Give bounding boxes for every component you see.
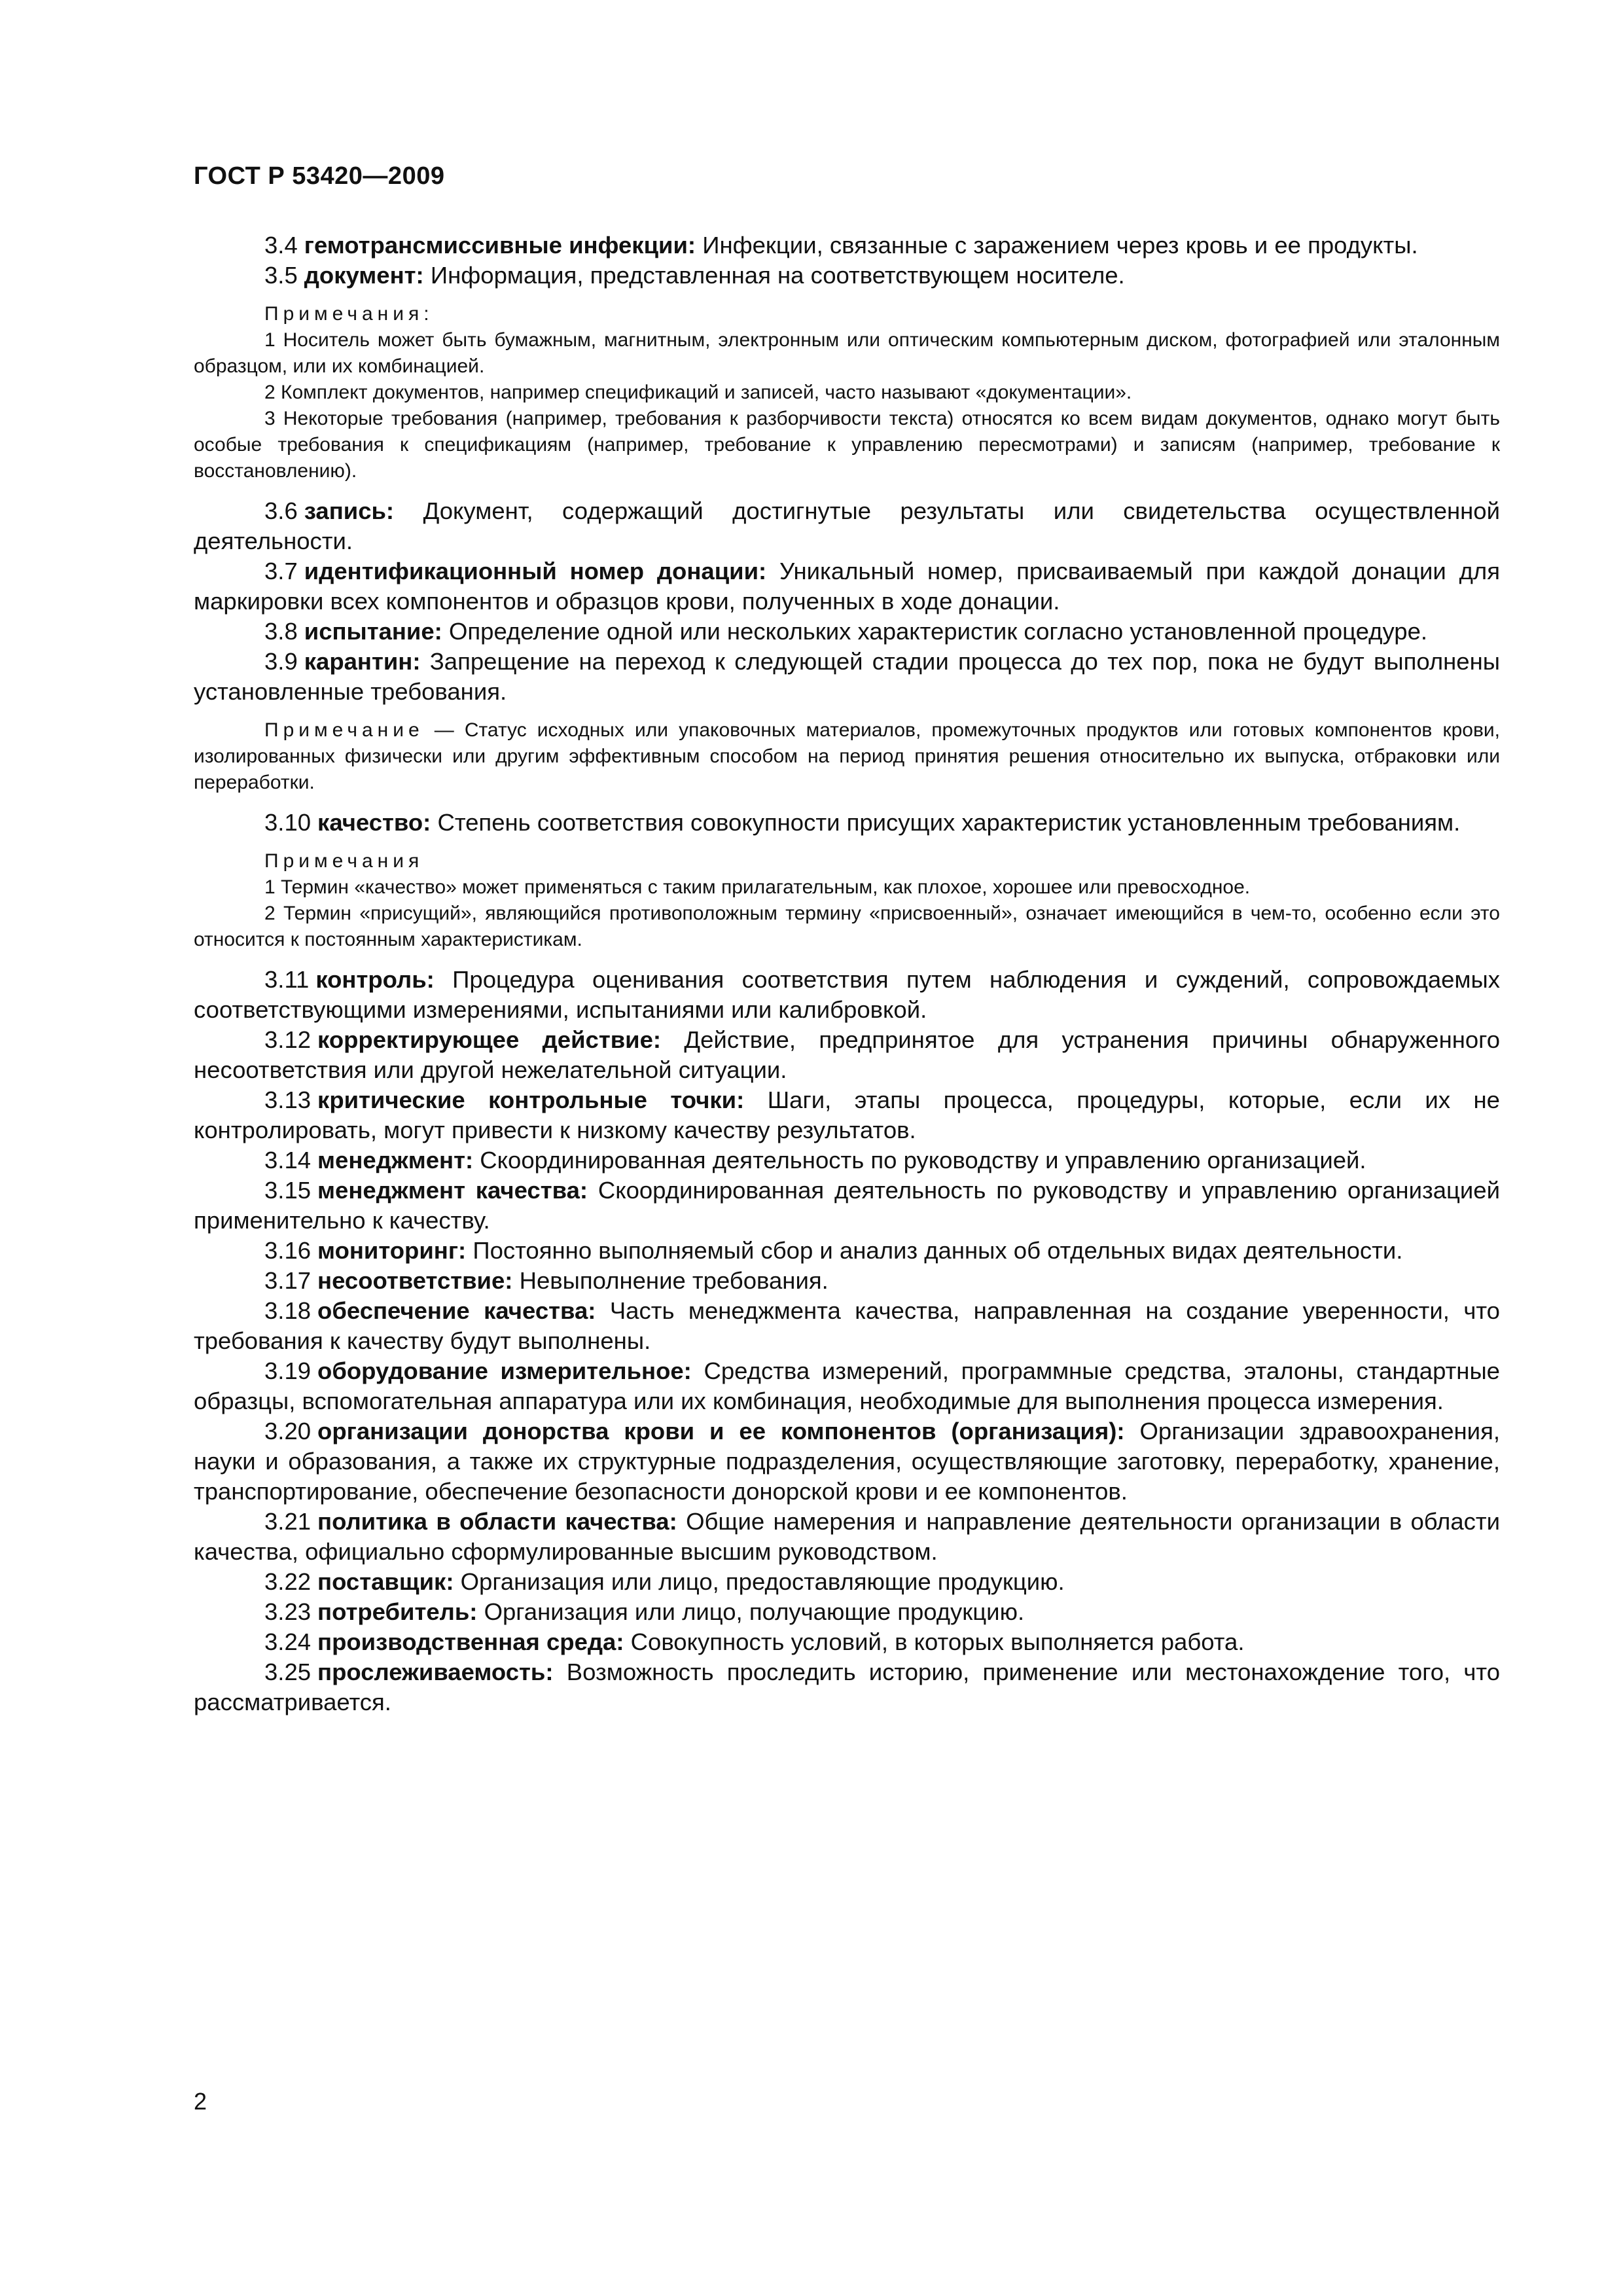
entry-definition: Действие, предпринятое для устранения причины обнаруженного несоответствия или другой нежелательной ситуации. xyxy=(194,1026,1500,1083)
entry-number: 3.23 xyxy=(264,1598,312,1625)
entry-number: 3.18 xyxy=(264,1297,312,1324)
definition-entry xyxy=(194,260,1500,291)
entry-term: документ: xyxy=(304,262,424,289)
definition-entry xyxy=(194,1356,1500,1416)
definition-entry xyxy=(194,617,1500,647)
definition-entry xyxy=(194,230,1500,260)
entry-number: 3.10 xyxy=(264,809,312,836)
entry-term: прослеживаемость: xyxy=(317,1659,554,1685)
document-page xyxy=(194,0,1500,2296)
note-label: Примечание xyxy=(264,719,424,741)
entry-number: 3.5 xyxy=(264,262,298,289)
definition-entry xyxy=(194,1657,1500,1717)
entry-term: производственная среда: xyxy=(317,1628,624,1655)
entry-definition: Возможность проследить историю, применение или местонахождение того, что рассматривается. xyxy=(194,1659,1500,1715)
entry-number: 3.15 xyxy=(264,1177,312,1204)
entry-number: 3.16 xyxy=(264,1237,312,1264)
entry-definition: Инфекции, связанные с заражением через кровь и ее продукты. xyxy=(702,232,1418,259)
definition-entry xyxy=(194,1025,1500,1085)
entry-term: поставщик: xyxy=(317,1568,454,1595)
definition-entry xyxy=(194,965,1500,1025)
definition-entry xyxy=(194,1175,1500,1236)
entry-definition: Степень соответствия совокупности присущих характеристик установленным требованиям. xyxy=(437,809,1461,836)
note-item: 3 Некоторые требования (например, требования к разборчивости текста) относятся ко всем видам документов, однако могут быть особые требования к спецификациям (например, требование к управлению пересмотрами) и записям (например, требование к восстановлению). xyxy=(194,408,1500,482)
entry-definition: Средства измерений, программные средства, эталоны, стандартные образцы, вспомогательная аппаратура или их комбинация, необходимые для выполнения процесса измерения. xyxy=(194,1357,1500,1414)
entry-number: 3.8 xyxy=(264,618,298,645)
definition-entry xyxy=(194,1416,1500,1507)
definition-entry xyxy=(194,556,1500,617)
entry-number: 3.22 xyxy=(264,1568,312,1595)
definition-entry xyxy=(194,1567,1500,1597)
entry-definition: Процедура оценивания соответствия путем наблюдения и суждений, сопровождаемых соответствующими измерениями, испытаниями или калибровкой. xyxy=(194,966,1500,1023)
entry-number: 3.17 xyxy=(264,1267,312,1294)
page-number: 2 xyxy=(194,2088,207,2115)
note-quarantine xyxy=(194,717,1500,796)
entry-term: идентификационный номер донации: xyxy=(304,558,767,584)
notes-title: Примечания xyxy=(264,850,424,872)
entry-definition: Запрещение на переход к следующей стадии процесса до тех пор, пока не будут выполнены установленные требования. xyxy=(194,648,1500,705)
entry-term: политика в области качества: xyxy=(317,1508,677,1535)
notes-document xyxy=(194,301,1500,484)
definition-entry xyxy=(194,808,1500,838)
definition-entry xyxy=(194,1296,1500,1356)
entry-term: критические контрольные точки: xyxy=(317,1086,745,1113)
entry-definition: Информация, представленная на соответствующем носителе. xyxy=(430,262,1125,289)
entry-definition: Общие намерения и направление деятельности организации в области качества, официально сформулированные высшим руководством. xyxy=(194,1508,1500,1565)
entry-term: карантин: xyxy=(304,648,421,675)
entry-number: 3.7 xyxy=(264,558,298,584)
entry-definition: Организация или лицо, получающие продукцию. xyxy=(484,1598,1025,1625)
entry-definition: Определение одной или нескольких характеристик согласно установленной процедуре. xyxy=(448,618,1428,645)
document-body xyxy=(194,230,1500,1717)
definition-entry xyxy=(194,1236,1500,1266)
entry-term: несоответствие: xyxy=(317,1267,513,1294)
entry-number: 3.4 xyxy=(264,232,298,259)
definition-entry xyxy=(194,1085,1500,1145)
entry-term: качество: xyxy=(317,809,431,836)
standard-header: ГОСТ Р 53420—2009 xyxy=(194,162,445,190)
entry-definition: Постоянно выполняемый сбор и анализ данных об отдельных видах деятельности. xyxy=(473,1237,1403,1264)
entry-definition: Невыполнение требования. xyxy=(519,1267,829,1294)
note-item: 1 Носитель может быть бумажным, магнитным, электронным или оптическим компьютерным диском, фотографией или эталонным образцом, или их комбинацией. xyxy=(194,329,1500,377)
notes-title: Примечания: xyxy=(264,303,434,325)
entry-definition: Организация или лицо, предоставляющие продукцию. xyxy=(460,1568,1065,1595)
note-text: — Статус исходных или упаковочных материалов, промежуточных продуктов или готовых компонентов крови, изолированных физически или другим эффективным способом на период принятия решения относительно их выпуска, отбраковки или переработки. xyxy=(194,719,1500,793)
entry-number: 3.12 xyxy=(264,1026,312,1053)
note-item: 1 Термин «качество» может применяться с таким прилагательным, как плохое, хорошее или превосходное. xyxy=(264,876,1251,898)
entry-number: 3.11 xyxy=(264,966,310,993)
definition-entry xyxy=(194,1627,1500,1657)
entry-term: контроль: xyxy=(315,966,435,993)
definition-entry xyxy=(194,496,1500,556)
entry-definition: Документ, содержащий достигнутые результаты или свидетельства осуществленной деятельности. xyxy=(194,497,1500,554)
entry-definition: Скоординированная деятельность по руководству и управлению организацией применительно к качеству. xyxy=(194,1177,1500,1234)
entry-term: испытание: xyxy=(304,618,442,645)
note-item xyxy=(194,717,1500,796)
entry-term: потребитель: xyxy=(317,1598,478,1625)
entry-definition: Шаги, этапы процесса, процедуры, которые, если их не контролировать, могут привести к низкому качеству результатов. xyxy=(194,1086,1500,1143)
entry-definition: Совокупность условий, в которых выполняется работа. xyxy=(630,1628,1245,1655)
entry-term: менеджмент: xyxy=(317,1147,474,1174)
entry-number: 3.21 xyxy=(264,1508,312,1535)
entry-definition: Организации здравоохранения, науки и образования, а также их структурные подразделения, осуществляющие заготовку, переработку, хранение, транспортирование, обеспечение безопасности донорской крови и ее компонентов. xyxy=(194,1418,1500,1505)
entry-term: гемотрансмиссивные инфекции: xyxy=(304,232,696,259)
entry-term: организации донорства крови и ее компонентов (организация): xyxy=(317,1418,1125,1444)
note-item: 2 Термин «присущий», являющийся противоположным термину «присвоенный», означает имеющийся в чем-то, особенно если это относится к постоянным характеристикам. xyxy=(194,903,1500,950)
definition-entry xyxy=(194,1266,1500,1296)
entry-definition: Уникальный номер, присваиваемый при каждой донации для маркировки всех компонентов и образцов крови, полученных в ходе донации. xyxy=(194,558,1500,615)
entry-number: 3.14 xyxy=(264,1147,312,1174)
entry-number: 3.13 xyxy=(264,1086,312,1113)
entry-term: менеджмент качества: xyxy=(317,1177,588,1204)
entry-term: оборудование измерительное: xyxy=(317,1357,692,1384)
entry-term: мониторинг: xyxy=(317,1237,467,1264)
entry-term: корректирующее действие: xyxy=(317,1026,662,1053)
definition-entry xyxy=(194,1145,1500,1175)
entry-number: 3.6 xyxy=(264,497,298,524)
entry-number: 3.9 xyxy=(264,648,298,675)
entry-number: 3.19 xyxy=(264,1357,312,1384)
entry-definition: Скоординированная деятельность по руководству и управлению организацией. xyxy=(480,1147,1366,1174)
entry-number: 3.24 xyxy=(264,1628,312,1655)
entry-term: обеспечение качества: xyxy=(317,1297,596,1324)
note-item: 2 Комплект документов, например спецификаций и записей, часто называют «документации». xyxy=(264,382,1132,403)
definition-entry xyxy=(194,647,1500,707)
entry-definition: Часть менеджмента качества, направленная на создание уверенности, что требования к качеству будут выполнены. xyxy=(194,1297,1500,1354)
notes-quality xyxy=(194,848,1500,953)
entry-number: 3.20 xyxy=(264,1418,312,1444)
definition-entry xyxy=(194,1597,1500,1627)
entry-number: 3.25 xyxy=(264,1659,312,1685)
definition-entry xyxy=(194,1507,1500,1567)
entry-term: запись: xyxy=(304,497,395,524)
